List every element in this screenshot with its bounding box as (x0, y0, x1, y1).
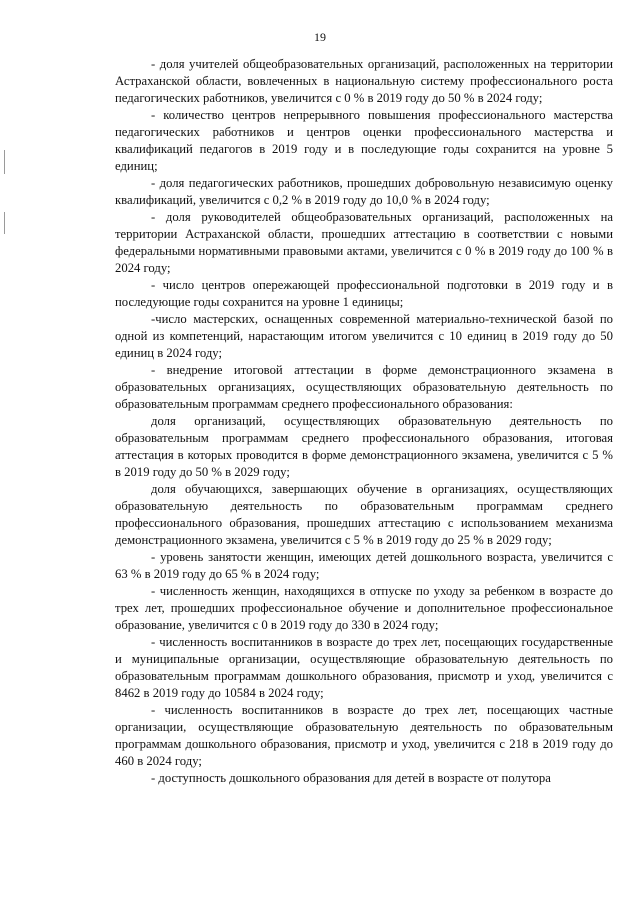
paragraph: - численность воспитанников в возрасте до трех лет, посещающих частные организации, осуществляющие образовательную деятельность по образовательным программам дошкольного образования, присмотр и уход, увеличится с 218 в 2019 году до 460 в 2024 году; (115, 703, 613, 768)
paragraph: - число центров опережающей профессиональной подготовки в 2019 году и в последующие годы сохранится на уровне 1 единицы; (115, 278, 613, 309)
paragraph: доля организаций, осуществляющих образовательную деятельность по образовательным программам среднего профессионального образования, итоговая аттестация в которых проводится в форме демонстрационного экзамена, увеличится с 5 % в 2019 году до 50 % в 2029 году; (115, 414, 613, 479)
paragraph: - внедрение итоговой аттестации в форме демонстрационного экзамена в образовательных организациях, осуществляющих образовательную деятельность по образовательным программам среднего профессионального образования: (115, 363, 613, 411)
paragraph: - доля руководителей общеобразовательных организаций, расположенных на территории Астраханской области, прошедших аттестацию в соответствии с новыми федеральными нормативными правовыми актами, увеличится с 0 % в 2019 году до 100 % в 2024 году; (115, 210, 613, 275)
paragraph: - доля педагогических работников, прошедших добровольную независимую оценку квалификаций, увеличится с 0,2 % в 2019 году до 10,0 % в 2024 году; (115, 176, 613, 207)
margin-scan-mark (4, 150, 5, 174)
document-body (115, 56, 613, 787)
paragraph: - уровень занятости женщин, имеющих детей дошкольного возраста, увеличится с 63 % в 2019 году до 65 % в 2024 году; (115, 550, 613, 581)
paragraph: - доступность дошкольного образования для детей в возрасте от полутора (151, 771, 551, 785)
margin-scan-mark (4, 212, 5, 234)
paragraph: - численность женщин, находящихся в отпуске по уходу за ребенком в возрасте до трех лет, прошедших профессиональное обучение и дополнительное профессиональное образование, увеличится с 0 в 2019 году до 330 в 2024 году; (115, 584, 613, 632)
page-number: 19 (314, 30, 326, 44)
paragraph: - количество центров непрерывного повышения профессионального мастерства педагогических работников и центров оценки профессионального мастерства и квалификаций педагогов в 2019 году и в последующие годы сохранится на уровне 5 единиц; (115, 108, 613, 173)
paragraph: доля обучающихся, завершающих обучение в организациях, осуществляющих образовательную деятельность по образовательным программам среднего профессионального образования, прошедших аттестацию с использованием механизма демонстрационного экзамена, увеличится с 5 % в 2019 году до 25 % в 2029 году; (115, 482, 613, 547)
paragraph: -число мастерских, оснащенных современной материально-технической базой по одной из компетенций, нарастающим итогом увеличится с 10 единиц в 2019 году до 50 единиц в 2024 году; (115, 312, 613, 360)
paragraph: - численность воспитанников в возрасте до трех лет, посещающих государственные и муниципальные организации, осуществляющие образовательную деятельность по образовательным программам дошкольного образования, присмотр и уход, увеличится с 8462 в 2019 году до 10584 в 2024 году; (115, 635, 613, 700)
paragraph: - доля учителей общеобразовательных организаций, расположенных на территории Астраханской области, вовлеченных в национальную систему профессионального роста педагогических работников, увеличится с 0 % в 2019 году до 50 % в 2024 году; (115, 57, 613, 105)
